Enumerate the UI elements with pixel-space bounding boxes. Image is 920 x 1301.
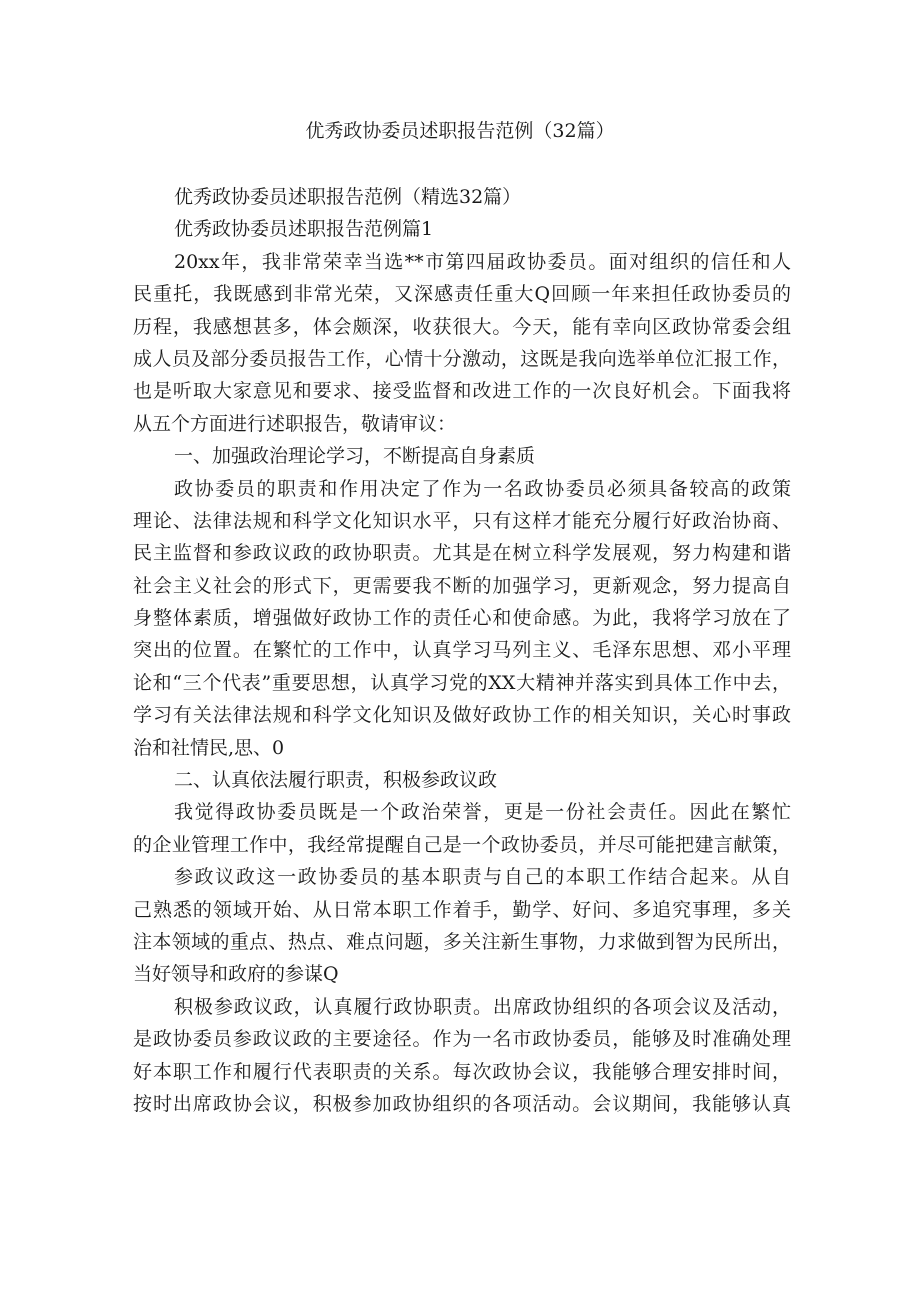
- text-line: 也是听取大家意见和要求、接受监督和改进工作的一次良好机会。下面我将: [133, 380, 791, 403]
- text-line: 成人员及部分委员报告工作，心情十分激动，这既是我向选举单位汇报工作，: [133, 347, 791, 370]
- text-line: 突出的位置。在繁忙的工作中，认真学习马列主义、毛泽东思想、邓小平理: [133, 639, 791, 662]
- text-line: 社会主义社会的形式下，更需要我不断的加强学习，更新观念，努力提高自: [133, 574, 791, 597]
- text-line: 积极参政议政，认真履行政协职责。出席政协组织的各项会议及活动，: [174, 995, 791, 1018]
- text-line: 当好领导和政府的参谋Q: [133, 963, 339, 986]
- text-line: 一、加强政治理论学习，不断提高自身素质: [174, 445, 536, 468]
- text-line: 按时出席政协会议，积极参加政协组织的各项活动。会议期间，我能够认真: [133, 1092, 791, 1115]
- text-line: 的企业管理工作中，我经常提醒自己是一个政协委员，并尽可能把建言献策，: [133, 833, 791, 856]
- document-title: 优秀政协委员述职报告范例（32篇）: [305, 120, 615, 142]
- text-line: 理论、法律法规和科学文化知识水平，只有这样才能充分履行好政治协商、: [133, 509, 791, 532]
- text-line: 民主监督和参政议政的政协职责。尤其是在树立科学发展观，努力构建和谐: [133, 542, 791, 565]
- text-line: 二、认真依法履行职责，积极参政议政: [174, 769, 498, 792]
- text-line: 好本职工作和履行代表职责的关系。每次政协会议，我能够合理安排时间，: [133, 1060, 791, 1083]
- text-line: 身整体素质，增强做好政协工作的责任心和使命感。为此，我将学习放在了: [133, 607, 791, 630]
- text-line: 优秀政协委员述职报告范例篇1: [174, 218, 434, 241]
- text-line: 己熟悉的领域开始、从日常本职工作着手，勤学、好问、多追究事理，多关: [133, 898, 791, 921]
- text-line: 优秀政协委员述职报告范例（精选32篇）: [174, 186, 522, 208]
- text-line: 我觉得政协委员既是一个政治荣誉，更是一份社会责任。因此在繁忙: [174, 801, 791, 824]
- text-line: 论和“三个代表”重要思想，认真学习党的XX大精神并落实到具体工作中去，: [133, 671, 791, 694]
- text-line: 是政协委员参政议政的主要途径。作为一名市政协委员，能够及时准确处理: [133, 1028, 791, 1051]
- text-line: 治和社情民,思、0: [133, 736, 285, 759]
- text-line: 政协委员的职责和作用决定了作为一名政协委员必须具备较高的政策: [174, 477, 791, 500]
- text-line: 20xx年，我非常荣幸当选**市第四届政协委员。面对组织的信任和人: [174, 250, 791, 273]
- text-line: 历程，我感想甚多，体会颇深，收获很大。今天，能有幸向区政协常委会组: [133, 315, 791, 338]
- document-body: [133, 181, 791, 1120]
- text-line: 民重托，我既感到非常光荣，又深感责任重大Q回顾一年来担任政协委员的: [133, 283, 791, 306]
- text-line: 从五个方面进行述职报告，敬请审议：: [133, 412, 457, 435]
- text-line: 学习有关法律法规和科学文化知识及做好政协工作的相关知识，关心时事政: [133, 704, 791, 727]
- text-line: 注本领域的重点、热点、难点问题，多关注新生事物，力求做到智为民所出，: [133, 930, 791, 953]
- text-line: 参政议政这一政协委员的基本职责与自己的本职工作结合起来。从自: [174, 866, 791, 889]
